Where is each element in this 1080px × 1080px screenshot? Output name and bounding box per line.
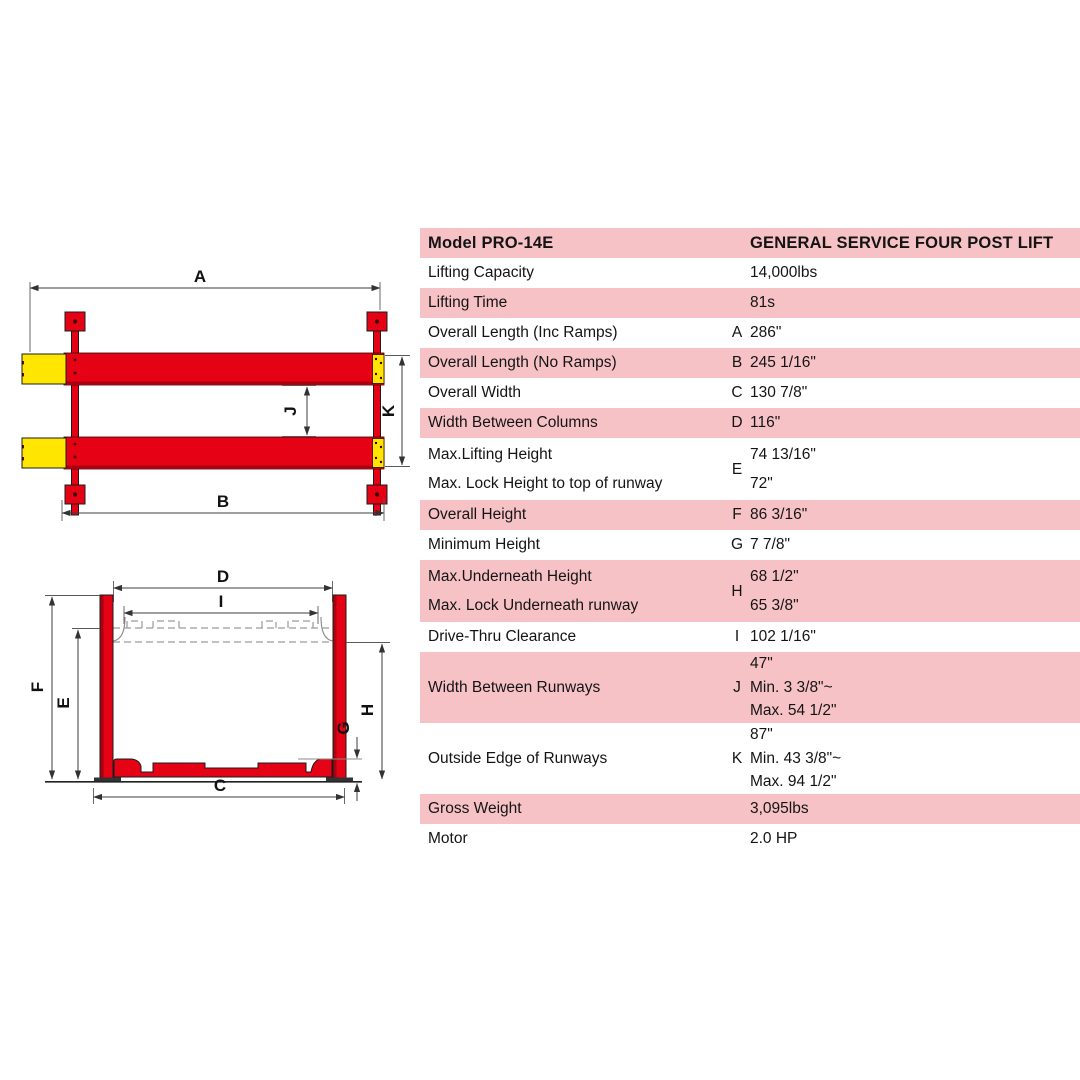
text-line: 81s: [750, 294, 775, 311]
spec-letter: A: [731, 324, 743, 341]
text-line: Overall Width: [428, 384, 522, 401]
spec-row: [420, 318, 1080, 348]
text-line: 2.0 HP: [750, 830, 798, 847]
lock-plate-top: [373, 355, 385, 384]
text-line: 286": [750, 324, 782, 341]
spec-letter: D: [731, 414, 743, 431]
spec-value: [750, 723, 1080, 794]
text-line: Gross Weight: [428, 800, 522, 817]
spec-letter: C: [731, 384, 743, 401]
raised-runway-dashed: [113, 617, 333, 642]
text-line: Minimum Height: [428, 536, 540, 553]
dim-label-g: G: [334, 721, 353, 735]
text-line: 68 1/2": [750, 568, 799, 585]
text-line: 65 3/8": [750, 597, 799, 614]
spec-value: [750, 622, 1080, 652]
dimension-b: [62, 492, 384, 521]
lift-front-view-diagram: [0, 545, 420, 825]
spec-label: [420, 438, 724, 500]
dimension-c: [94, 776, 345, 804]
spec-row: [420, 530, 1080, 560]
column-right: [333, 595, 346, 778]
spec-letter: [724, 288, 750, 318]
spec-label: [420, 348, 724, 378]
spec-letter: [724, 258, 750, 288]
dimension-i: [124, 592, 318, 624]
lock-plate-bottom: [373, 439, 385, 468]
text-line: 3,095lbs: [750, 800, 809, 817]
model-name: Model PRO-14E: [428, 234, 554, 252]
product-type-title: GENERAL SERVICE FOUR POST LIFT: [750, 234, 1054, 252]
spec-table: [420, 228, 1080, 854]
text-line: Overall Height: [428, 506, 527, 523]
dim-label-d: D: [216, 567, 230, 586]
spec-table-header: [420, 228, 1080, 258]
spec-letter: [724, 794, 750, 824]
spec-label: [420, 824, 724, 854]
text-line: 245 1/16": [750, 354, 816, 371]
dim-label-j: J: [281, 406, 300, 416]
text-line: 116": [750, 414, 781, 431]
spec-value: [750, 408, 1080, 438]
text-line: 47": [750, 655, 773, 673]
spec-row: [420, 652, 1080, 723]
spec-value: [750, 318, 1080, 348]
spec-value: [750, 652, 1080, 723]
spec-label: [420, 258, 724, 288]
spec-label: [420, 622, 724, 652]
spec-letter: F: [732, 506, 742, 523]
dimension-f: [28, 596, 100, 780]
ramp-curl-left: [113, 617, 125, 641]
text-line: Lifting Time: [428, 294, 508, 311]
spec-value: [750, 438, 1080, 500]
spec-row: [420, 288, 1080, 318]
dim-label-h: H: [358, 703, 377, 717]
dim-label-e: E: [54, 697, 73, 709]
spec-letter: [724, 824, 750, 854]
text-line: 102 1/16": [750, 628, 816, 645]
post-top-left: [65, 312, 85, 331]
text-line: 72": [750, 475, 773, 492]
text-line: 7 7/8": [750, 536, 790, 553]
spec-row: [420, 560, 1080, 622]
text-line: Max.Underneath Height: [428, 568, 592, 585]
spec-row: [420, 258, 1080, 288]
spec-value: [750, 500, 1080, 530]
text-line: Min. 43 3/8"~: [750, 749, 842, 767]
drive-on-ramp-top: [22, 354, 67, 384]
spec-label: [420, 794, 724, 824]
spec-value: [750, 258, 1080, 288]
spec-letter: H: [731, 582, 743, 600]
spec-label: [420, 530, 724, 560]
spec-value: [750, 348, 1080, 378]
dimension-j: [281, 386, 316, 437]
text-line: Motor: [428, 830, 468, 847]
spec-label: [420, 652, 724, 723]
text-line: 86 3/16": [750, 506, 808, 523]
header-spacer: [724, 228, 750, 258]
text-line: Min. 3 3/8"~: [750, 678, 833, 696]
text-line: Max. 54 1/2": [750, 702, 837, 720]
text-line: 74 13/16": [750, 446, 816, 463]
lowered-runway: [114, 759, 332, 777]
dim-label-f: F: [28, 681, 47, 693]
spec-value: [750, 794, 1080, 824]
spec-value: [750, 288, 1080, 318]
dim-label-b: B: [216, 492, 230, 511]
text-line: 14,000lbs: [750, 264, 818, 281]
spec-row: [420, 378, 1080, 408]
spec-row: [420, 723, 1080, 794]
ramp-curl-right: [321, 617, 333, 641]
spec-label: [420, 318, 724, 348]
lift-top-view-diagram: [0, 255, 420, 535]
text-line: Overall Length (No Ramps): [428, 354, 617, 371]
spec-value: [750, 560, 1080, 622]
spec-value: [750, 378, 1080, 408]
spec-label: [420, 723, 724, 794]
column-left: [100, 595, 113, 778]
spec-row: [420, 438, 1080, 500]
dim-label-k: K: [379, 404, 398, 418]
text-line: Overall Length (Inc Ramps): [428, 324, 618, 341]
text-line: Max.Lifting Height: [428, 446, 553, 463]
spec-label: [420, 288, 724, 318]
spec-letter: B: [731, 354, 743, 371]
spec-row: [420, 500, 1080, 530]
dimension-a: [30, 267, 380, 352]
spec-letter: K: [731, 749, 743, 767]
spec-row: [420, 794, 1080, 824]
dim-label-a: A: [193, 267, 207, 286]
dim-label-i: I: [218, 592, 224, 611]
text-line: Max. Lock Height to top of runway: [428, 475, 663, 492]
runway-bottom: [64, 437, 384, 469]
spec-row: [420, 408, 1080, 438]
dim-label-c: C: [213, 776, 227, 795]
spec-label: [420, 560, 724, 622]
text-line: 130 7/8": [750, 384, 808, 401]
spec-label: [420, 408, 724, 438]
text-line: Width Between Columns: [428, 414, 598, 431]
text-line: Width Between Runways: [428, 678, 601, 696]
spec-letter: G: [730, 536, 744, 553]
drive-on-ramp-bottom: [22, 438, 67, 468]
spec-label: [420, 378, 724, 408]
dimension-e: [54, 629, 100, 780]
spec-label: [420, 500, 724, 530]
text-line: Drive-Thru Clearance: [428, 628, 577, 645]
spec-value: [750, 530, 1080, 560]
spec-value: [750, 824, 1080, 854]
spec-row: [420, 348, 1080, 378]
text-line: Max. Lock Underneath runway: [428, 597, 639, 614]
spec-row: [420, 622, 1080, 652]
text-line: 87": [750, 726, 773, 744]
spec-letter: E: [731, 460, 743, 478]
post-top-right: [367, 312, 387, 331]
text-line: Lifting Capacity: [428, 264, 534, 281]
runway-top: [64, 353, 384, 385]
text-line: Max. 94 1/2": [750, 773, 837, 791]
text-line: Outside Edge of Runways: [428, 749, 608, 767]
spec-letter: I: [734, 628, 740, 645]
spec-row: [420, 824, 1080, 854]
post-bottom-left: [65, 485, 85, 504]
spec-letter: J: [733, 678, 741, 696]
